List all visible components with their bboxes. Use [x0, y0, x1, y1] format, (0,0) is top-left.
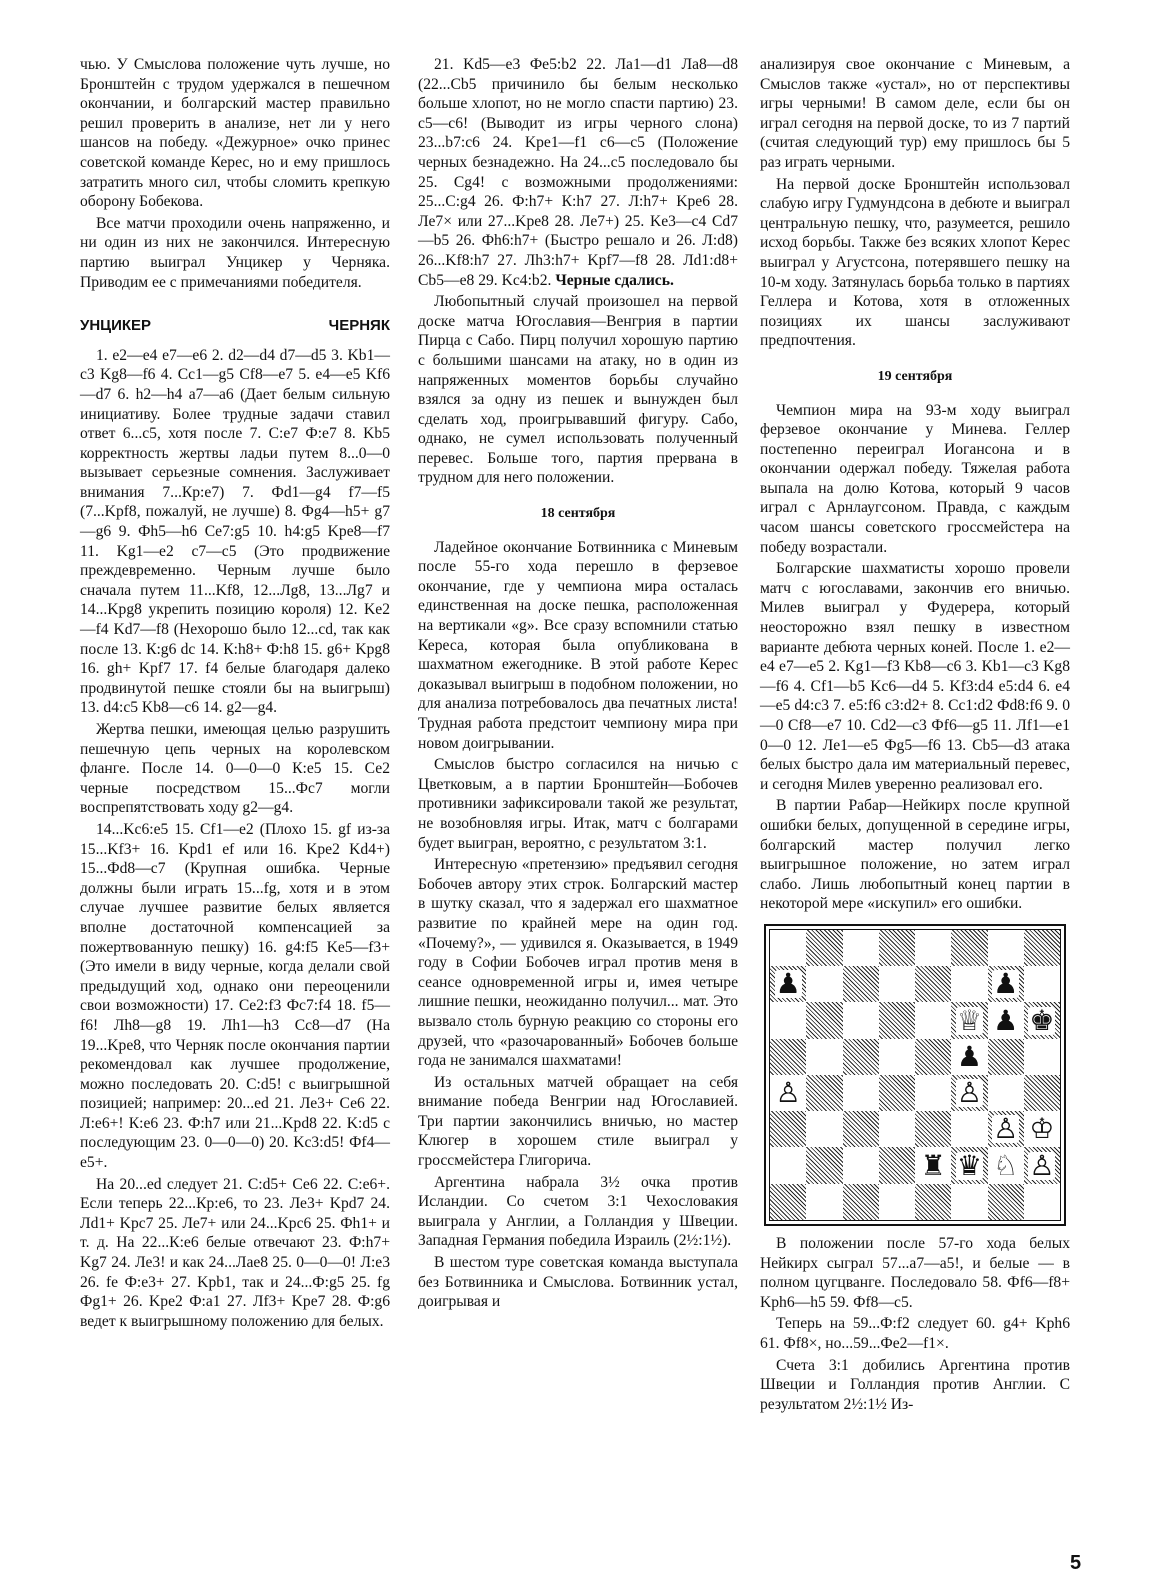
- board-square: [988, 930, 1024, 966]
- paragraph-rook-ending: Ладейное окончание Ботвинника с Миневым после 55-го хода перешло в ферзевое окончание, где у чемпиона мира осталась единственная на доске пешка, расположенная на вертикали «g». Все сразу вспомнили статью Кереса, которая была опубликована в шахматном ежегоднике. В этой работе Керес доказывал выигрыш в подобном положении, но для анализа потребовалось два печатных листа! Трудная работа предстоит чемпиону мира при новом доигрывании.: [418, 538, 738, 752]
- column-right: [760, 55, 1070, 1414]
- board-square: [915, 966, 951, 1002]
- board-square: [879, 1111, 915, 1147]
- chess-piece-icon: ♟: [993, 1003, 1019, 1037]
- board-square: [915, 1002, 951, 1038]
- board-square: [843, 930, 879, 966]
- board-square: [1024, 966, 1060, 1002]
- board-square: [951, 1111, 987, 1147]
- board-square: [806, 1075, 842, 1111]
- board-square: [806, 1147, 842, 1183]
- board-square: [843, 1039, 879, 1075]
- board-square: [915, 1111, 951, 1147]
- board-square: [806, 966, 842, 1002]
- board-square: [806, 1111, 842, 1147]
- paragraph-claim: Интересную «претензию» предъявил сегодня Бобочев автору этих строк. Болгарский мастер в шутку сказал, что я задержал его шахматное развитие по крайней мере на один год. «Почему?», — удивился я. Оказывается, в 1949 году в Софии Бобочев играл против меня в сеансе одновременной игры и, имея четыре лишние пешки, неожиданно получил... мат. Это вызвало столь бурную реакцию со стороны его друзей, что «разочарованный» Бобочев больше года не занимался шахматами!: [418, 856, 738, 1070]
- board-square: [915, 1184, 951, 1220]
- board-square: [879, 1075, 915, 1111]
- board-square: [915, 1075, 951, 1111]
- paragraph-champion: Чемпион мира на 93-м ходу выиграл ферзевое окончание у Минева. Геллер постепенно переиграл Иогансона и в окончании одержал победу. Тяжелая работа выпала на долю Котова, который 9 часов играл с Арнлаугсоном. Правда, с каждым часом шансы советского гроссмейстера на победу возрастали.: [760, 401, 1070, 556]
- board-square: [951, 1184, 987, 1220]
- chess-piece-icon: ♕: [956, 1003, 982, 1037]
- board-square: [770, 966, 806, 1002]
- game-result: Черные сдались.: [555, 271, 674, 289]
- board-square: [879, 1002, 915, 1038]
- game-notation-part4: [418, 55, 738, 290]
- page-number: 5: [1070, 1552, 1082, 1574]
- board-square: [951, 1039, 987, 1075]
- board-square: [770, 930, 806, 966]
- board-square: [879, 1147, 915, 1183]
- paragraph-sacrifice: Жертва пешки, имеющая целью разрушить пешечную цепь черных на королевском фланге. После 14. 0—0—0 К:e5 15. Се2 черные посредством 15...Фc7 могли воспрепятствовать ходу g2—g4.: [80, 721, 390, 817]
- board-square: [915, 1147, 951, 1183]
- chess-piece-icon: ♙: [775, 1076, 801, 1110]
- board-square: [770, 1147, 806, 1183]
- board-square: [843, 1147, 879, 1183]
- board-square: [988, 966, 1024, 1002]
- board-square: [879, 1184, 915, 1220]
- board-square: [1024, 1184, 1060, 1220]
- board-square: [843, 966, 879, 1002]
- paragraph-scores: Счета 3:1 добились Аргентина против Швеции и Голландия против Англии. С результатом 2½:1½ Из-: [760, 1356, 1070, 1413]
- board-square: [1024, 1075, 1060, 1111]
- board-square: [951, 966, 987, 1002]
- paragraph-bulgarians: Болгарские шахматисты хорошо провели матч с югославами, закончив его вничью. Милев выиграл у Фудерера, который неосторожно взял пешку в известном варианте дебюта черных коней. После 1. e2—e4 e7—e5 2. Kg1—f3 Kb8—c6 3. Kb1—c3 Kg8—f6 4. Cf1—b5 Kc6—d4 5. Kf3:d4 e5:d4 6. e4—e5 d4:c3 7. e5:f6 c3:d2+ 8. Cc1:d2 Фd8:f6 9. 0—0 Cf8—e7 10. Cd2—c3 Фf6—g5 11. Лf1—e1 0—0 12. Лe1—e5 Фg5—f6 13. Cb5—d3 атака белых быстро дала им материальный перевес, и сегодня Милев уверенно реализовал его.: [760, 560, 1070, 793]
- paragraph-now: Теперь на 59...Ф:f2 следует 60. g4+ Kph6 61. Фf8×, но...59...Фe2—f1×.: [760, 1315, 1070, 1352]
- paragraph-bronstein: На первой доске Бронштейн использовал слабую игру Гудмундсона в дебюте и выиграл центральную пешку, что, разумеется, решило исход борьбы. Также без всяких хлопот Керес выиграл у Агустсона, потерявшего пешку на 10-м ходу. Затянулась борьба только в партиях Геллера и Котова, хотя в отложенных позициях их шансы заслуживают предпочтения.: [760, 175, 1070, 350]
- chess-board: [769, 929, 1061, 1221]
- chess-piece-icon: ♘: [993, 1148, 1019, 1182]
- board-square: [806, 1184, 842, 1220]
- board-square: [843, 1002, 879, 1038]
- board-square: [1024, 1002, 1060, 1038]
- date-heading-sep18: 18 сентября: [540, 506, 616, 522]
- date-heading-sep19: 19 сентября: [877, 368, 953, 384]
- paragraph-hungary: Из остальных матчей обращает на себя внимание победа Венгрии над Югославией. Три партии закончились вничью, но мастер Клюгер в хорошем стиле выиграл у гроссмейстера Глигорича.: [418, 1073, 738, 1170]
- chess-piece-icon: ♟: [956, 1039, 982, 1073]
- game-moves: 21. Kd5—e3 Фe5:b2 22. Лa1—d1 Лa8—d8 (22...Cb5 причинило бы белым несколько больше хлопот, но не могло спасти партию) 23. c5—c6! (Выводит из игры черного слона) 23...b7:c6 24. Kpe1—f1 c6—c5 (Положение черных безнадежно. На 24...c5 последовало бы 25. Cg4! с возможными продолжениями: 25...С:g4 26. Ф:h7+ К:h7 27. Л:h7+ Kpe6 28. Ле7× или 27...Kpe8 28. Ле7+) 25. Ke3—c4 Cd7—b5 26. Фh6:h7+ (Быстро решало и 26. Л:d8) 26...Kf8:h7 27. Лh3:h7+ Kpf7—f8 28. Лd1:d8+ Cb5—e8 29. Kc4:b2.: [418, 56, 738, 289]
- board-square: [988, 1002, 1024, 1038]
- board-square: [806, 1039, 842, 1075]
- board-square: [951, 930, 987, 966]
- board-square: [1024, 1039, 1060, 1075]
- board-square: [770, 1039, 806, 1075]
- chess-piece-icon: ♙: [956, 1076, 982, 1110]
- paragraph-smyslov: Смыслов быстро согласился на ничью с Цветковым, а в партии Бронштейн—Бобочев противники зафиксировали такой же результат, не возобновляя игры. Итак, матч с болгарами будет выигран, вероятно, с результатом 3:1.: [418, 756, 738, 852]
- chess-piece-icon: ♜: [920, 1148, 946, 1182]
- chess-piece-icon: ♙: [1029, 1148, 1055, 1182]
- board-square: [988, 1184, 1024, 1220]
- chess-diagram: [764, 924, 1066, 1226]
- paragraph-round6: В шестом туре советская команда выступала без Ботвинника и Смыслова. Ботвинник устал, доигрывая и: [418, 1254, 738, 1311]
- board-square: [988, 1075, 1024, 1111]
- white-player-name: УНЦИКЕР: [80, 317, 152, 335]
- game-notation-part2: 14...Kc6:e5 15. Cf1—e2 (Плохо 15. gf из-за 15...Kf3+ 16. Kpd1 ef или 16. Kpe2 Kd4+) 15...Фd8—c7 (Крупная ошибка. Черные должны были играть 15...fg, хотя и в этом случае лучшее развитие белых является вполне достаточной компенсацией за пожертвованную пешку) 16. g4:f5 Ke5—f3+ (Это имели в виду черные, когда делали свой предыдущий ход, однако они переоценили свои возможности) 17. Ce2:f3 Фc7:f4 18. f5—f6! Лh8—g8 19. Лh1—h3 Cc8—d7 (На 19...Kpe8, что Черняк после окончания партии рекомендовал как лучшее продолжение, можно последовать 20. С:d5! с выигрышной позицией; например: 20...ed 21. Ле3+ Се6 22. Л:e6+! К:e6 23. Ф:h7 или 21...Kpd8 22. K:d5 с последующим 23. 0—0—0) 20. Kc3:d5! Фf4—e5+.: [80, 820, 390, 1172]
- board-square: [1024, 1111, 1060, 1147]
- board-square: [951, 1147, 987, 1183]
- board-square: [843, 1111, 879, 1147]
- board-square: [879, 1039, 915, 1075]
- chess-piece-icon: ♚: [1029, 1003, 1055, 1037]
- board-square: [843, 1184, 879, 1220]
- board-square: [879, 930, 915, 966]
- board-square: [1024, 1147, 1060, 1183]
- paragraph-rabar: В партии Рабар—Нейкирх после крупной ошибки белых, допущенной в середине игры, болгарский мастер получил легко выигрышное положение, но затем играл слабо. Лишь любопытный конец партии в некоторой мере «искупил» его ошибки.: [760, 797, 1070, 913]
- board-square: [770, 1075, 806, 1111]
- game-notation-part3: На 20...ed следует 21. С:d5+ Се6 22. С:e6+. Если теперь 22...Кр:e6, то 23. Ле3+ Kpd7 24. Лd1+ Kpc7 25. Ле7+ или 24...Kpc6 25. Фh1+ и т. д. На 22...К:e6 белые отвечают 23. Ф:h7+ Kg7 24. Ле3! и как 24...Лae8 25. 0—0—0! Л:e3 26. fe Ф:e3+ 27. Kpb1, так и 24...Ф:g5 25. fg Фg1+ 26. Kpe2 Ф:a1 27. Лf3+ Kpe7 28. Ф:g6 ведет к выигрышному положению для белых.: [80, 1175, 390, 1330]
- paragraph-pirc: Любопытный случай произошел на первой доске матча Югославия—Венгрия в партии Пирца с Сабо. Пирц получил хорошую партию с большими шансами на атаку, но в один из напряженных моментов борьбы случайно взялся за одну из пешек и вынужден был сделать ход, проигрывавший фигуру. Сабо, однако, не сумел использовать полученный перевес. Больше того, партия прервана в трудном для него положении.: [418, 293, 738, 487]
- board-square: [915, 1039, 951, 1075]
- paragraph-intro: чью. У Смыслова положение чуть лучше, но Бронштейн с трудом удержался в пешечном окончании, и болгарский мастер правильно решил проверить в анализе, нет ли у него шансов на победу. «Дежурное» очко принес советской команде Керес, но и ему пришлось затратить много сил, чтобы сломить крепкую оборону Бобекова.: [80, 56, 390, 211]
- board-square: [806, 1002, 842, 1038]
- game-notation-part1: 1. e2—e4 e7—e6 2. d2—d4 d7—d5 3. Kb1—c3 Kg8—f6 4. Cc1—g5 Cf8—e7 5. e4—e5 Kf6—d7 6. h2—h4 a7—a6 (Дает белым сильную инициативу. Более трудные задачи ставил ответ 6...c5, хотя после 7. С:e7 Ф:e7 8. Kb5 корректность жертвы ладьи путем 8...0—0 вызывает серьезные сомнения. Заслуживает внимания 7...Кр:e7) 7. Фd1—g4 f7—f5 (7...Kpf8, пожалуй, не лучше) 8. Фg4—h5+ g7—g6 9. Фh5—h6 Ce7:g5 10. h4:g5 Kpe8—f7 11. Kg1—e2 c7—c5 (Это продвижение преждевременно. Черным лучше было сначала путем 11...Kf8, 12...Лg8, 13...Лg7 и 14...Kpg8 укрепить позицию короля) 12. Ke2—f4 Kd7—f8 (Нехорошо было 12...cd, так как после 13. К:g6 dc 14. К:h8+ Ф:h8 15. g6+ Kpg8 16. gh+ Kpf7 17. f4 белые благодаря далеко продвинутой пешке стояли бы на выигрыш) 13. d4:c5 Kb8—c6 14. g2—g4.: [80, 346, 390, 717]
- board-square: [770, 1002, 806, 1038]
- board-square: [806, 930, 842, 966]
- board-square: [951, 1002, 987, 1038]
- game-heading: [80, 316, 390, 336]
- board-square: [879, 966, 915, 1002]
- paragraph-matches: Все матчи проходили очень напряженно, и ни один из них не закончился. Интересную партию выиграл Унцикер у Черняка. Приводим ее с примечаниями победителя.: [80, 214, 390, 291]
- board-square: [915, 930, 951, 966]
- board-square: [770, 1184, 806, 1220]
- paragraph-continuation: анализируя свое окончание с Миневым, а Смыслов также «устал», но от перспективы игры черными! В самом деле, если бы он играл сегодня на первой доске, то из 7 партий (считая следующий тур) ему пришлось бы 5 раз играть черными.: [760, 56, 1070, 171]
- board-square: [951, 1075, 987, 1111]
- board-square: [988, 1039, 1024, 1075]
- paragraph-argentina: Аргентина набрала 3½ очка против Исландии. Со счетом 3:1 Чехословакия выиграла у Англии, а Голландия у Швеции. Западная Германия победила Израиль (2½:1½).: [418, 1173, 738, 1250]
- column-middle: [418, 55, 738, 1312]
- board-square: [770, 1111, 806, 1147]
- chess-piece-icon: ♙: [993, 1112, 1019, 1146]
- chess-piece-icon: ♔: [1029, 1112, 1055, 1146]
- column-left: [80, 55, 390, 1331]
- board-square: [988, 1147, 1024, 1183]
- board-square: [988, 1111, 1024, 1147]
- black-player-name: ЧЕРНЯК: [328, 317, 390, 335]
- board-square: [843, 1075, 879, 1111]
- board-square: [1024, 930, 1060, 966]
- chess-piece-icon: ♟: [775, 967, 801, 1001]
- paragraph-position: В положении после 57-го хода белых Нейкирх сыграл 57...a7—a5!, и белые — в полном цугцванге. Последовало 58. Фf6—f8+ Kph6—h5 59. Фf8—c5.: [760, 1234, 1070, 1311]
- chess-piece-icon: ♟: [993, 967, 1019, 1001]
- chess-piece-icon: ♛: [956, 1148, 982, 1182]
